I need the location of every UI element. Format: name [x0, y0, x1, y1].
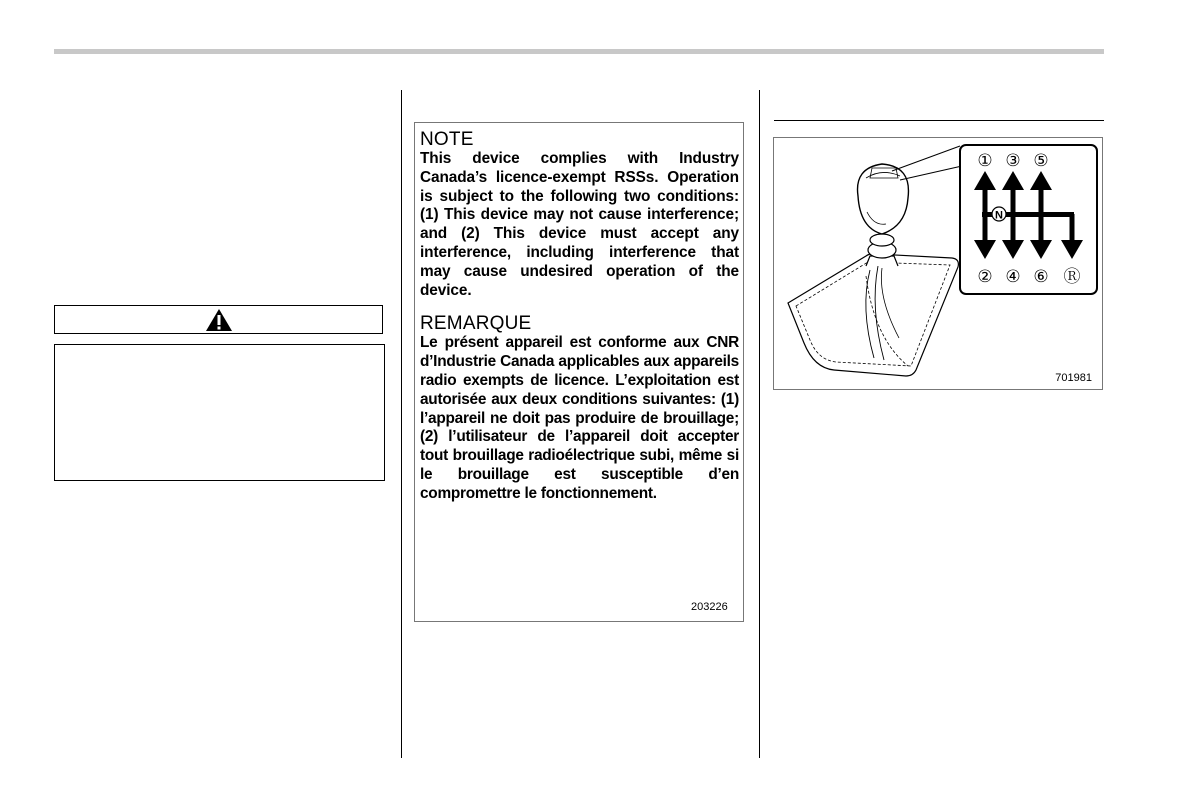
notice-heading-en: NOTE: [420, 129, 474, 150]
shift-pattern-figure: [773, 137, 1103, 390]
shift-figure-drawing: [774, 138, 1102, 389]
warning-body: [54, 344, 385, 481]
gear-label-1: ①: [977, 151, 993, 170]
gear-shift-lever-icon: [788, 146, 962, 376]
gear-label-4: ④: [1005, 267, 1021, 286]
neutral-label: N: [995, 209, 1003, 222]
warning-triangle-icon: [205, 308, 233, 332]
warning-header: [54, 305, 383, 334]
gear-label-5: ⑤: [1033, 151, 1049, 170]
notice-heading-fr: REMARQUE: [420, 313, 532, 335]
gear-label-3: ③: [1005, 151, 1021, 170]
notice-panel: [414, 122, 744, 622]
gear-label-2: ②: [977, 267, 993, 286]
notice-figure-code: 203226: [691, 601, 728, 613]
gear-label-6: ⑥: [1033, 267, 1049, 286]
column-divider-right: [759, 90, 760, 758]
column-divider-left: [401, 90, 402, 758]
header-rule: [54, 49, 1104, 54]
right-column-rule: [774, 120, 1104, 121]
notice-paragraph-fr: Le présent appareil est conforme aux CNR d’Industrie Canada applicables aux appareils radio exempts de licence. L’exploitation est autorisée aux deux conditions suivantes: (1) l’appareil ne doit pas produire de brouillage; (2) l’utilisateur de l’appareil doit accepter tout brouillage radioélectrique subi, même si le brouillage est susceptible d’en compromettre le fonctionnement.: [420, 334, 739, 502]
notice-paragraph-en: This device complies with Industry Canada’s licence-exempt RSSs. Operation is subject to the following two conditions: (1) This device may not cause interference; and (2) This device must accept any interference, including interference that may cause undesired operation of the device.: [420, 150, 739, 299]
gear-label-r: Ⓡ: [1063, 267, 1081, 286]
shift-figure-code: 701981: [1055, 372, 1092, 384]
